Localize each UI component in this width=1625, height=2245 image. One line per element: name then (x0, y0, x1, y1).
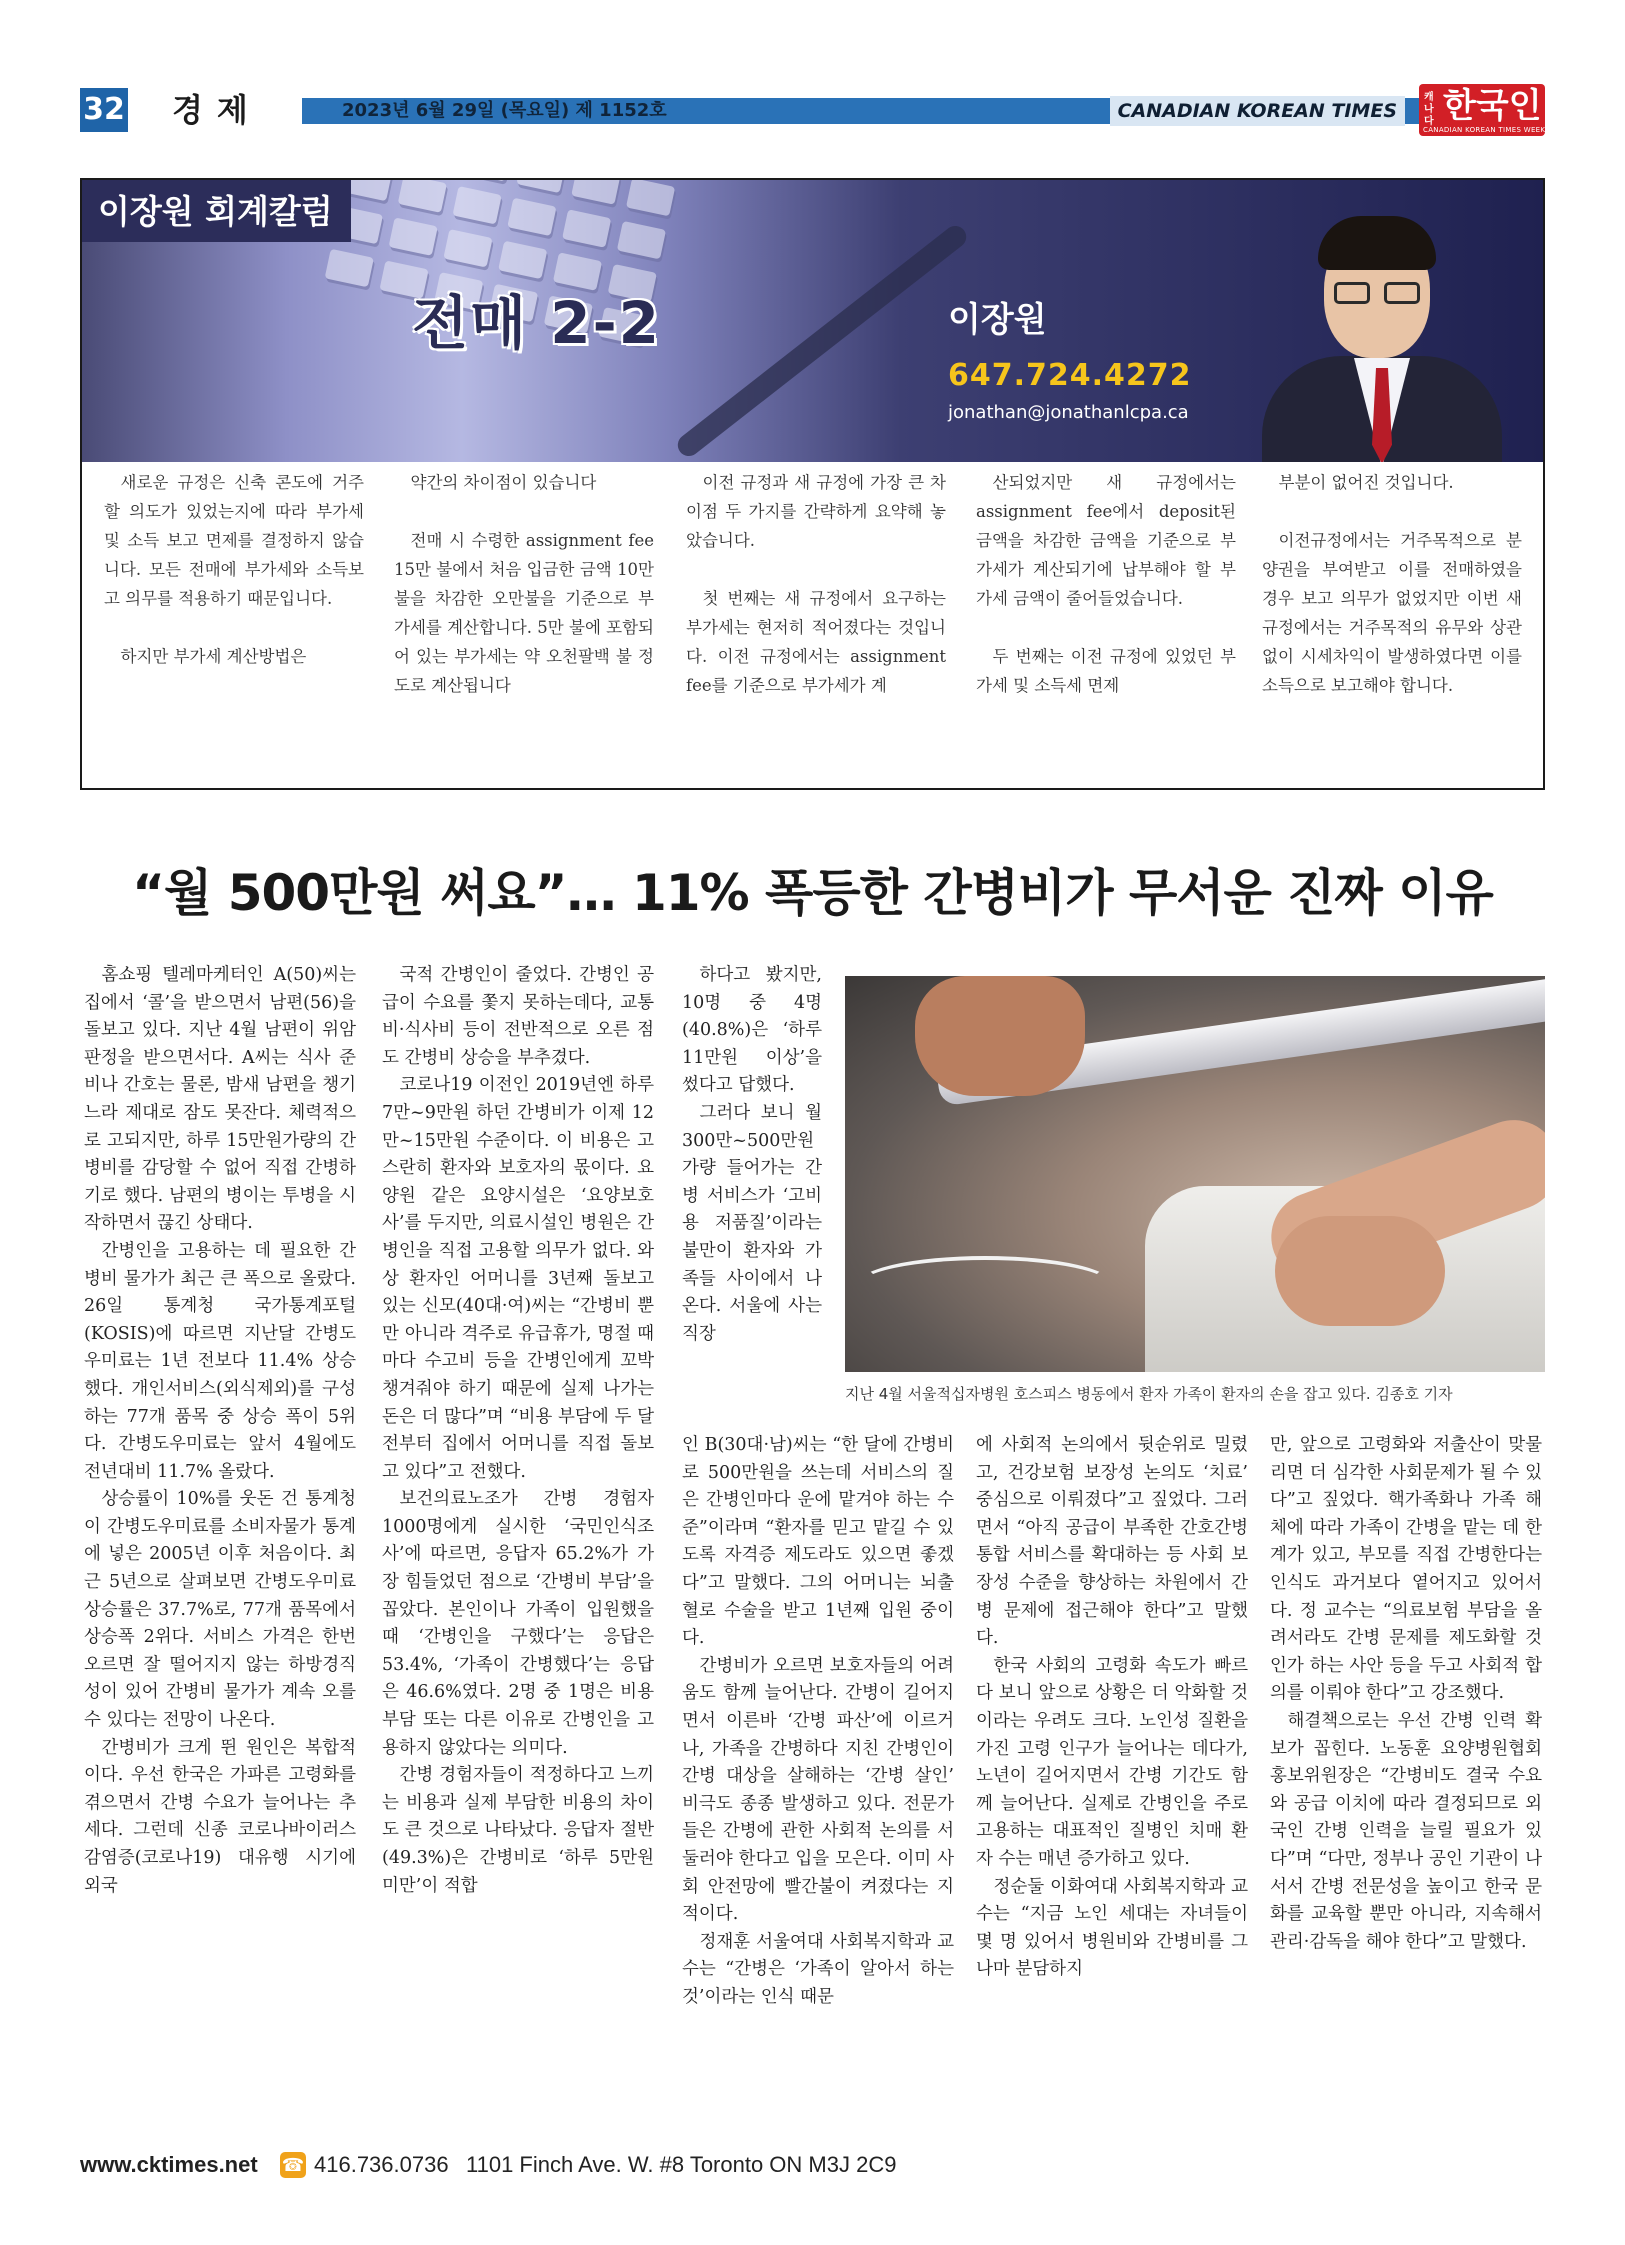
paragraph: 이전 규정과 새 규정에 가장 큰 차이점 두 가지를 간략하게 요약해 놓았습니다. (686, 473, 946, 550)
author-portrait (1262, 208, 1502, 462)
paragraph: 간병비가 오르면 보호자들의 어려움도 함께 늘어난다. 간병이 길어지면서 이른바 ‘간병 파산’에 이르거나, 가족을 간병하다 지친 간병인이 간병 대상을 살해하는 ‘간병 살인’ 비극도 종종 발생하고 있다. 전문가들은 간병에 관한 사회적 논의를 서둘러야 한다고 입을 모은다. 이미 사회 안전망에 빨간불이 켜졌다는 지적이다. (682, 1655, 954, 1925)
issue-date: 2023년 6월 29일 (목요일) 제 1152호 (342, 100, 667, 121)
paragraph: 정재훈 서울여대 사회복지학과 교수는 “간병은 ‘가족이 알아서 하는 것’이라는 인식 때문 (682, 1931, 954, 2007)
column-text-col (976, 468, 1236, 729)
author-phone: 647.724.4272 (948, 358, 1192, 393)
paragraph: 정순둘 이화여대 사회복지학과 교수는 “지금 노인 세대는 자녀들이 몇 명 있어서 병원비와 간병비를 그나마 분담하지 (976, 1876, 1248, 1980)
article-col-4 (976, 1432, 1248, 1984)
hospital-photo (845, 976, 1545, 1372)
paragraph: 산되었지만 새 규정에서는 assignment fee에서 deposit된 금액을 차감한 금액을 기준으로 부가세가 계산되기에 납부해야 할 부가세 금액이 줄어들었습니다. (976, 473, 1236, 608)
paragraph: 간병인을 고용하는 데 필요한 간병비 물가가 최근 큰 폭으로 올랐다. 26일 통계청 국가통계포털(KOSIS)에 따르면 지난달 간병도우미료는 1년 전보다 11.4% 상승했다. 개인서비스(외식제외)를 구성하는 77개 품목 중 상승 폭이 5위다. 간병도우미료는 앞서 4월에도 전년대비 11.7% 올랐다. (84, 1240, 356, 1482)
paper-logo (1419, 84, 1554, 136)
paragraph: 코로나19 이전인 2019년엔 하루 7만~9만원 하던 간병비가 이제 12만~15만원 수준이다. 이 비용은 고스란히 환자와 보호자의 몫이다. 요양원 같은 요양시설은 ‘요양보호사’를 두지만, 의료시설인 병원은 간병인을 직접 고용할 의무가 없다. 와상 환자인 어머니를 3년째 돌보고 있는 신모(40대·여)씨는 “간병비 뿐만 아니라 격주로 유급휴가, 명절 때마다 수고비 등을 간병인에게 꼬박 챙겨줘야 하기 때문에 실제 나가는 돈은 더 많다”며 “비용 부담에 두 달 전부터 집에서 어머니를 직접 돌보고 있다”고 전했다. (382, 1075, 654, 1482)
paper-name: CANADIAN KOREAN TIMES (1110, 96, 1405, 126)
author-name: 이장원 (948, 300, 1047, 340)
paragraph: 첫 번째는 새 규정에서 요구하는 부가세는 현저히 적어졌다는 것입니다. 이전 규정에서는 assignment fee를 기준으로 부가세가 계 (686, 589, 946, 695)
article-headline: “월 500만원 써요”… 11% 폭등한 간병비가 무서운 진짜 이유 (132, 864, 1493, 922)
paragraph: 약간의 차이점이 있습니다 (410, 473, 597, 492)
column-text-col (104, 468, 364, 700)
paragraph: 부분이 없어진 것입니다. (1278, 473, 1454, 492)
website-link[interactable]: www.cktimes.net (80, 2152, 258, 2177)
paragraph: 이전규정에서는 거주목적으로 분양권을 부여받고 이를 전매하였을 경우 보고 의무가 없었지만 이번 새 규정에서는 거주목적의 유무와 상관없이 시세차익이 발생하였다면 이를 소득으로 보고해야 합니다. (1262, 531, 1522, 695)
column-text-col (394, 468, 654, 729)
article-col-5 (1270, 1432, 1542, 1956)
column-banner (82, 180, 1543, 462)
paragraph: 간병비가 크게 뛴 원인은 복합적이다. 우선 한국은 가파른 고령화를 겪으면서 간병 수요가 늘어나는 추세다. 그런데 신종 코로나바이러스 감염증(코로나19) 대유행 시기에 외국 (84, 1737, 356, 1896)
article-col-1 (84, 962, 356, 1900)
paragraph: 그러다 보니 월 300만~500만원가량 들어가는 간병 서비스가 ‘고비용 저품질’이라는 불만이 환자와 가족들 사이에서 나온다. 서울에 사는 직장 (682, 1102, 822, 1344)
column-text-col (1262, 468, 1522, 729)
paragraph: 새로운 규정은 신축 콘도에 거주할 의도가 있었는지에 따라 부가세 및 소득 보고 면제를 결정하지 않습니다. 모든 전매에 부가세와 소득보고 의무를 적용하기 때문입니다. (104, 473, 364, 608)
paragraph: 간병 경험자들이 적정하다고 느끼는 비용과 실제 부담한 비용의 차이도 큰 것으로 나타났다. 응답자 절반(49.3%)은 간병비로 ‘하루 5만원 미만’이 적합 (382, 1765, 654, 1896)
paragraph: 에 사회적 논의에서 뒷순위로 밀렸고, 건강보험 보장성 논의도 ‘치료’ 중심으로 이뤄졌다”고 짚었다. 그러면서 “아직 공급이 부족한 간호간병통합 서비스를 확대하는 등 사회 보장성 수준을 향상하는 차원에서 간병 문제에 접근해야 한다”고 말했다. (976, 1435, 1248, 1649)
paragraph: 하지만 부가세 계산방법은 (120, 647, 307, 666)
phone-icon: ☎ (280, 2152, 306, 2178)
paragraph: 해결책으로는 우선 간병 인력 확보가 꼽힌다. 노동훈 요양병원협회 홍보위원장은 “간병비도 결국 수요와 공급 이치에 따라 결정되므로 외국인 간병 인력을 늘릴 필요가 있다”며 “다만, 정부나 공인 기관이 나서서 간병 전문성을 높이고 한국 문화를 교육할 뿐만 아니라, 지속해서 관리·감독을 해야 한다”고 말했다. (1270, 1710, 1542, 1952)
paragraph: 보건의료노조가 간병 경험자 1000명에게 실시한 ‘국민인식조사’에 따르면, 응답자 65.2%가 가장 힘들었던 점으로 ‘간병비 부담’을 꼽았다. 본인이나 가족이 입원했을 때 ‘간병인을 구했다’는 응답은 53.4%, ‘가족이 간병했다’는 응답은 46.6%였다. 2명 중 1명은 비용 부담 또는 다른 이유로 간병인을 고용하지 않았다는 의미다. (382, 1489, 654, 1758)
article-col-3-bottom (682, 1432, 954, 2011)
paragraph: 인 B(30대·남)씨는 “한 달에 간병비로 500만원을 쓰는데 서비스의 질은 간병인마다 운에 맡겨야 하는 수준”이라며 “환자를 믿고 맡길 수 있도록 자격증 제도라도 있으면 좋겠다”고 말했다. 그의 어머니는 뇌출혈로 수술을 받고 1년째 입원 중이다. (682, 1435, 954, 1649)
column-body (104, 468, 1524, 768)
article-col-3-top (682, 962, 822, 1348)
logo-sub: CANADIAN KOREAN TIMES WEEKLY (1423, 126, 1554, 134)
section-title: 경제 (172, 91, 262, 129)
column-title: 전매 2-2 (412, 289, 662, 357)
page-footer (80, 2148, 1545, 2184)
masthead (80, 84, 1554, 134)
footer-phone: 416.736.0736 (314, 2152, 449, 2177)
paragraph: 한국 사회의 고령화 속도가 빠르다 보니 앞으로 상황은 더 악화할 것이라는 우려도 크다. 노인성 질환을 가진 고령 인구가 늘어나는 데다가, 노년이 길어지면서 간병 기간도 함께 늘어난다. 실제로 간병인을 주로 고용하는 대표적인 질병인 치매 환자 수는 매년 증가하고 있다. (976, 1655, 1248, 1869)
column-label: 이장원 회계칼럼 (82, 180, 351, 242)
paragraph: 홈쇼핑 텔레마케터인 A(50)씨는 집에서 ‘콜’을 받으면서 남편(56)을 돌보고 있다. 지난 4월 남편이 위암 판정을 받으면서다. A씨는 식사 준비나 간호는 물론, 밤새 남편을 챙기느라 제대로 잠도 못잔다. 체력적으로 고되지만, 하루 15만원가량의 간병비를 감당할 수 없어 직접 간병하기로 했다. 남편의 병이는 투병을 시작하면서 끊긴 상태다. (84, 965, 356, 1234)
article-col-2 (382, 962, 654, 1900)
logo-main: 한국인 (1443, 86, 1542, 126)
paragraph: 하다고 봤지만, 10명 중 4명(40.8%)은 ‘하루 11만원 이상’을 썼다고 답했다. (682, 965, 822, 1096)
page-number: 32 (80, 88, 128, 132)
paragraph: 국적 간병인이 줄었다. 간병인 공급이 수요를 쫓지 못하는데다, 교통비·식사비 등이 전반적으로 오른 점도 간병비 상승을 부추겼다. (382, 965, 654, 1068)
logo-tag: 캐나다 (1424, 92, 1434, 127)
photo-caption: 지난 4월 서울적십자병원 호스피스 병동에서 환자 가족이 환자의 손을 잡고 있다. 김종호 기자 (845, 1385, 1453, 1403)
paragraph: 전매 시 수령한 assignment fee 15만 불에서 처음 입금한 금액 10만 불을 차감한 오만불을 기준으로 부가세를 계산합니다. 5만 불에 포함되어 있는 부가세는 약 오천팔백 불 정도로 계산됩니다 (394, 531, 654, 695)
column-text-col (686, 468, 946, 729)
author-email: jonathan@jonathanlcpa.ca (948, 402, 1189, 423)
paragraph: 만, 앞으로 고령화와 저출산이 맞물리면 더 심각한 사회문제가 될 수 있다”고 짚었다. 핵가족화나 가족 해체에 따라 가족이 간병을 맡는 데 한계가 있고, 부모를 직접 간병한다는 인식도 과거보다 옅어지고 있어서다. 정 교수는 “의료보험 부담을 올려서라도 간병 문제를 제도화할 것인가 하는 사안 등을 두고 사회적 합의를 이뤄야 한다”고 강조했다. (1270, 1435, 1542, 1704)
paragraph: 두 번째는 이전 규정에 있었던 부가세 및 소득세 면제 (976, 647, 1236, 695)
paragraph: 상승률이 10%를 웃돈 건 통계청이 간병도우미료를 소비자물가 통계에 넣은 2005년 이후 처음이다. 최근 5년으로 살펴보면 간병도우미료 상승률은 37.7%로, 77개 품목에서 상승폭 2위다. 서비스 가격은 한번 오르면 잘 떨어지지 않는 하방경직성이 있어 간병비 물가가 계속 오를 수 있다는 전망이 나온다. (84, 1489, 356, 1731)
accounting-column (80, 178, 1545, 790)
footer-address: 1101 Finch Ave. W. #8 Toronto ON M3J 2C9 (466, 2152, 897, 2177)
